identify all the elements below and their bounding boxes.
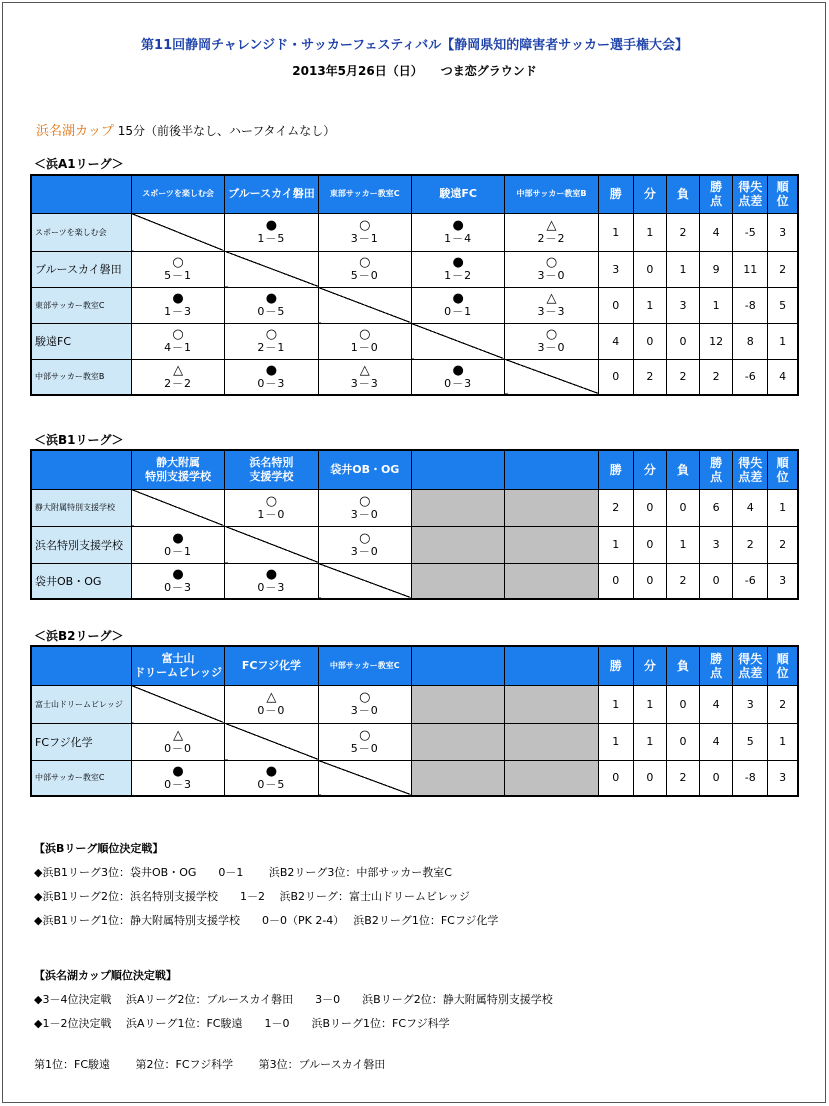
header-row [31, 175, 798, 213]
column-header-stat: 負 [666, 450, 699, 489]
stat-value: 0 [633, 489, 666, 526]
stat-value: 1 [598, 685, 633, 723]
match-result-cell [505, 287, 598, 323]
stat-value: -8 [733, 287, 768, 323]
column-header-stat: 負 [666, 646, 699, 685]
self-match-cell [131, 685, 224, 723]
row-header-team: FCフジ化学 [31, 723, 131, 760]
empty-cell [411, 760, 504, 796]
match-result [505, 219, 597, 245]
match-score: 0－3 [164, 580, 193, 594]
match-result [132, 328, 224, 354]
stat-value: 0 [633, 251, 666, 287]
column-header-team: スポーツを楽しむ会 [131, 175, 224, 213]
column-header-stat: 分 [633, 175, 666, 213]
result-symbol: ○ [172, 255, 184, 270]
stat-value: 3 [768, 563, 798, 599]
row-header-team: スポーツを楽しむ会 [31, 213, 131, 251]
stat-value: 4 [700, 685, 733, 723]
match-result-cell [225, 489, 318, 526]
result-symbol: ● [452, 255, 464, 270]
league-b2-table [30, 645, 799, 797]
result-symbol: ● [172, 566, 184, 582]
cup-playoff-heading: 【浜名湖カップ順位決定戦】 [34, 969, 177, 982]
match-result [412, 364, 504, 390]
match-result-cell [318, 526, 411, 563]
match-result-cell [225, 359, 318, 395]
match-result-cell [411, 251, 504, 287]
self-match-cell [318, 563, 411, 599]
header-row [31, 450, 798, 489]
corner-cell [31, 646, 131, 685]
empty-cell [505, 723, 598, 760]
match-result [319, 219, 411, 245]
table-row [31, 563, 798, 599]
stat-value: 0 [700, 760, 733, 796]
self-match-cell [225, 251, 318, 287]
stat-value: 9 [700, 251, 733, 287]
result-symbol: △ [359, 362, 370, 378]
table-row [31, 287, 798, 323]
table-row [31, 489, 798, 526]
table-row [31, 760, 798, 796]
match-result [225, 328, 317, 354]
self-match-cell [411, 323, 504, 359]
stat-value: 5 [768, 287, 798, 323]
row-header-team: 東部サッカー教室C [31, 287, 131, 323]
cup-line [36, 120, 335, 139]
column-header-stat: 順 位 [768, 450, 798, 489]
b-playoff-line: ◆浜B1リーグ1位：静大附属特別支援学校 0－0（PK 2-4） 浜B2リーグ1位：FCフジ化学 [34, 914, 499, 927]
column-header-stat: 勝 [598, 175, 633, 213]
column-header-stat: 勝 [598, 646, 633, 685]
result-symbol: ○ [172, 327, 184, 342]
match-score: 2－2 [164, 376, 193, 390]
stat-value: 1 [768, 323, 798, 359]
self-match-cell [131, 489, 224, 526]
match-score: 3－0 [537, 341, 566, 354]
match-result-cell [411, 213, 504, 251]
empty-cell [411, 526, 504, 563]
match-result [132, 568, 224, 594]
stat-value: 1 [633, 685, 666, 723]
result-symbol: ● [265, 218, 278, 233]
empty-cell [505, 685, 598, 723]
stat-value: 2 [700, 359, 733, 395]
column-header-stat: 勝 点 [700, 175, 733, 213]
result-symbol: △ [546, 291, 557, 306]
match-result [225, 219, 317, 245]
result-symbol: ○ [359, 255, 371, 270]
match-score: 1－0 [350, 341, 379, 354]
result-symbol: ● [265, 566, 278, 582]
column-header-team [411, 646, 504, 685]
match-score: 0－3 [164, 777, 193, 791]
match-result-cell [131, 323, 224, 359]
row-header-team: 駿遠FC [31, 323, 131, 359]
stat-value: 3 [700, 526, 733, 563]
empty-cell [505, 563, 598, 599]
column-header-stat: 勝 点 [700, 450, 733, 489]
row-header-team: 浜名特別支援学校 [31, 526, 131, 563]
stat-value: 0 [666, 723, 699, 760]
match-result-cell [318, 213, 411, 251]
match-result [412, 219, 504, 245]
stat-value: 1 [666, 251, 699, 287]
table-row [31, 526, 798, 563]
stat-value: 2 [666, 760, 699, 796]
match-result [225, 292, 317, 318]
result-symbol: ● [265, 291, 278, 306]
stat-value: 8 [733, 323, 768, 359]
match-result-cell [318, 489, 411, 526]
match-result [319, 729, 411, 755]
result-symbol: △ [266, 690, 277, 705]
self-match-cell [318, 760, 411, 796]
self-match-cell [225, 526, 318, 563]
column-header-stat: 順 位 [768, 646, 798, 685]
match-result-cell [318, 359, 411, 395]
stat-value: 0 [598, 563, 633, 599]
result-symbol: ● [172, 530, 184, 546]
column-header-team: 駿遠FC [411, 175, 504, 213]
match-result [225, 765, 317, 791]
stat-value: 4 [733, 489, 768, 526]
match-result-cell [318, 723, 411, 760]
stat-value: 4 [700, 723, 733, 760]
empty-cell [505, 489, 598, 526]
column-header-stat: 負 [666, 175, 699, 213]
final-ranking: 第1位：FC駿遠 第2位：FCフジ科学 第3位：ブルースカイ磐田 [34, 1058, 386, 1071]
match-score: 5－1 [164, 269, 193, 282]
match-result-cell [318, 251, 411, 287]
stat-value: 1 [666, 526, 699, 563]
match-result-cell [131, 359, 224, 395]
stat-value: 1 [768, 489, 798, 526]
b-playoff-line: ◆浜B1リーグ3位：袋井OB・OG 0－1 浜B2リーグ3位：中部サッカー教室C [34, 866, 452, 879]
match-result-cell [131, 526, 224, 563]
empty-cell [411, 563, 504, 599]
stat-value: 0 [598, 359, 633, 395]
match-result [319, 328, 411, 354]
table-row [31, 213, 798, 251]
column-header-stat: 分 [633, 450, 666, 489]
column-header-stat: 順 位 [768, 175, 798, 213]
match-result [319, 532, 411, 558]
match-result-cell [318, 323, 411, 359]
stat-value: 6 [700, 489, 733, 526]
stat-value: 1 [633, 723, 666, 760]
match-result [225, 495, 317, 521]
match-score: 5－0 [350, 741, 379, 755]
table-row [31, 723, 798, 760]
column-header-team: 静大附属 特別支援学校 [131, 450, 224, 489]
self-match-cell [225, 723, 318, 760]
row-header-team: ブルースカイ磐田 [31, 251, 131, 287]
column-header-team: 浜名特別 支援学校 [225, 450, 318, 489]
page-title: 第11回静岡チャレンジド・サッカーフェスティバル【静岡県知的障害者サッカー選手権大会】 [141, 38, 688, 53]
b-playoff-heading: 【浜Bリーグ順位決定戦】 [34, 842, 164, 855]
cup-name: 浜名湖カップ [36, 124, 114, 139]
cup-playoff-line: ◆3－4位決定戦 浜Aリーグ2位：ブルースカイ磐田 3－0 浜Bリーグ2位：静大附属特別支援学校 [34, 993, 553, 1006]
match-result [225, 568, 317, 594]
stat-value: 3 [598, 251, 633, 287]
column-header-stat: 分 [633, 646, 666, 685]
stat-value: 2 [768, 685, 798, 723]
match-result [225, 364, 317, 390]
cup-playoff-line: ◆1－2位決定戦 浜Aリーグ1位：FC駿遠 1－0 浜Bリーグ1位：FCフジ科学 [34, 1017, 450, 1030]
stat-value: 3 [733, 685, 768, 723]
column-header-stat: 勝 点 [700, 646, 733, 685]
result-symbol: ● [172, 291, 184, 306]
match-result-cell [225, 563, 318, 599]
stat-value: 0 [700, 563, 733, 599]
column-header-stat: 得失 点差 [733, 450, 768, 489]
stat-value: 2 [666, 359, 699, 395]
match-result [225, 691, 317, 717]
match-result [132, 364, 224, 390]
stat-value: 0 [633, 563, 666, 599]
match-score: 0－5 [257, 305, 286, 318]
result-symbol: ○ [359, 218, 371, 233]
match-result [412, 256, 504, 282]
match-result [319, 495, 411, 521]
match-result [505, 256, 597, 282]
column-header-team: 富士山 ドリームビレッジ [131, 646, 224, 685]
match-score: 3－1 [350, 232, 379, 245]
stat-value: 2 [598, 489, 633, 526]
stat-value: 3 [768, 213, 798, 251]
match-score: 0－3 [444, 376, 473, 390]
match-score: 2－2 [537, 232, 566, 245]
match-result-cell [131, 760, 224, 796]
match-result-cell [225, 685, 318, 723]
stat-value: 1 [598, 723, 633, 760]
result-symbol: ○ [359, 690, 371, 705]
match-score: 3－3 [350, 376, 379, 390]
empty-cell [411, 489, 504, 526]
stat-value: -8 [733, 760, 768, 796]
match-result-cell [318, 685, 411, 723]
league-a1-title: ＜浜A1リーグ＞ [34, 157, 124, 171]
empty-cell [505, 526, 598, 563]
match-score: 0－1 [444, 305, 473, 318]
table-row [31, 359, 798, 395]
stat-value: 3 [768, 760, 798, 796]
match-result [412, 292, 504, 318]
row-header-team: 中部サッカー教室B [31, 359, 131, 395]
match-result [132, 292, 224, 318]
stat-value: 0 [598, 760, 633, 796]
result-symbol: △ [173, 362, 184, 378]
row-header-team: 中部サッカー教室C [31, 760, 131, 796]
column-header-stat: 勝 [598, 450, 633, 489]
league-b2-title: ＜浜B2リーグ＞ [34, 629, 124, 643]
empty-cell [505, 760, 598, 796]
stat-value: 0 [633, 323, 666, 359]
result-symbol: ● [172, 763, 184, 779]
match-result-cell [131, 563, 224, 599]
self-match-cell [505, 359, 598, 395]
match-result-cell [225, 213, 318, 251]
match-result [132, 532, 224, 558]
match-result-cell [505, 213, 598, 251]
match-score: 3－0 [537, 269, 566, 282]
stat-value: 4 [700, 213, 733, 251]
match-result [319, 364, 411, 390]
stat-value: 0 [598, 287, 633, 323]
column-header-team [411, 450, 504, 489]
column-header-team: 中部サッカー教室B [505, 175, 598, 213]
match-score: 1－4 [444, 232, 473, 245]
stat-value: 3 [666, 287, 699, 323]
stat-value: 2 [768, 251, 798, 287]
stat-value: 2 [666, 563, 699, 599]
match-score: 0－3 [257, 376, 286, 390]
result-symbol: ● [265, 362, 278, 378]
stat-value: 2 [633, 359, 666, 395]
stat-value: 2 [733, 526, 768, 563]
match-score: 0－5 [257, 777, 286, 791]
stat-value: -5 [733, 213, 768, 251]
stat-value: 5 [733, 723, 768, 760]
column-header-stat: 得失 点差 [733, 175, 768, 213]
stat-value: 0 [666, 685, 699, 723]
result-symbol: ○ [545, 255, 558, 270]
row-header-team: 袋井OB・OG [31, 563, 131, 599]
column-header-team: ブルースカイ磐田 [225, 175, 318, 213]
table-row [31, 323, 798, 359]
column-header-team [505, 646, 598, 685]
match-score: 0－0 [257, 704, 286, 717]
result-symbol: △ [546, 218, 557, 233]
match-result-cell [225, 287, 318, 323]
stat-value: 1 [700, 287, 733, 323]
match-result [319, 691, 411, 717]
match-result-cell [131, 287, 224, 323]
match-result [505, 328, 597, 354]
match-result-cell [411, 359, 504, 395]
result-symbol: ○ [359, 493, 371, 509]
stat-value: 0 [633, 526, 666, 563]
match-score: 3－0 [350, 507, 379, 521]
match-score: 3－3 [537, 305, 566, 318]
column-header-stat: 得失 点差 [733, 646, 768, 685]
column-header-team: 袋井OB・OG [318, 450, 411, 489]
table-row [31, 251, 798, 287]
self-match-cell [318, 287, 411, 323]
match-result [132, 765, 224, 791]
match-result [132, 256, 224, 282]
league-b1-table [30, 449, 799, 600]
cup-playoff-section [34, 968, 553, 1040]
match-result-cell [225, 323, 318, 359]
stat-value: 1 [768, 723, 798, 760]
match-score: 3－0 [350, 704, 379, 717]
table-row [31, 685, 798, 723]
match-result-cell [131, 723, 224, 760]
stat-value: 0 [666, 323, 699, 359]
result-symbol: ● [452, 362, 464, 378]
stat-value: 2 [666, 213, 699, 251]
result-symbol: ○ [545, 327, 558, 342]
stat-value: 2 [768, 526, 798, 563]
match-result-cell [411, 287, 504, 323]
column-header-team: 中部サッカー教室C [318, 646, 411, 685]
corner-cell [31, 175, 131, 213]
match-score: 4－1 [164, 341, 193, 354]
match-score: 3－0 [350, 544, 379, 558]
match-score: 0－3 [257, 580, 286, 594]
column-header-team [505, 450, 598, 489]
result-symbol: ○ [359, 727, 371, 743]
stat-value: 1 [598, 526, 633, 563]
column-header-team: FCフジ化学 [225, 646, 318, 685]
match-score: 1－3 [164, 305, 193, 318]
result-symbol: ● [265, 763, 278, 779]
result-symbol: ○ [359, 530, 371, 546]
league-b1-title: ＜浜B1リーグ＞ [34, 433, 124, 447]
corner-cell [31, 450, 131, 489]
column-header-team: 東部サッカー教室C [318, 175, 411, 213]
empty-cell [411, 723, 504, 760]
result-symbol: ○ [265, 493, 278, 509]
row-header-team: 富士山ドリームビレッジ [31, 685, 131, 723]
stat-value: 1 [633, 213, 666, 251]
stat-value: 4 [598, 323, 633, 359]
stat-value: -6 [733, 563, 768, 599]
cup-rule: 15分（前後半なし、ハーフタイムなし） [117, 124, 336, 138]
stat-value: 1 [633, 287, 666, 323]
match-score: 1－0 [257, 507, 286, 521]
result-symbol: ○ [265, 327, 278, 342]
b-playoff-line: ◆浜B1リーグ2位：浜名特別支援学校 1－2 浜B2リーグ：富士山ドリームビレッジ [34, 890, 470, 903]
match-score: 5－0 [350, 269, 379, 282]
result-symbol: ● [452, 218, 464, 233]
match-result [319, 256, 411, 282]
league-a1-table [30, 174, 799, 396]
match-score: 0－1 [164, 544, 193, 558]
match-result-cell [505, 251, 598, 287]
row-header-team: 静大附属特別支援学校 [31, 489, 131, 526]
event-date-venue: 2013年5月26日（日） つま恋グラウンド [292, 64, 537, 78]
result-symbol: △ [173, 727, 184, 743]
result-symbol: ● [452, 291, 464, 306]
b-playoff-section [34, 841, 498, 937]
stat-value: 0 [633, 760, 666, 796]
stat-value: 1 [598, 213, 633, 251]
result-symbol: ○ [359, 327, 371, 342]
match-score: 2－1 [257, 341, 286, 354]
stat-value: -6 [733, 359, 768, 395]
stat-value: 4 [768, 359, 798, 395]
match-result-cell [131, 251, 224, 287]
match-score: 1－2 [444, 269, 473, 282]
match-score: 0－0 [164, 741, 193, 755]
match-result [505, 292, 597, 318]
match-result-cell [225, 760, 318, 796]
header-row [31, 646, 798, 685]
match-score: 1－5 [257, 232, 286, 245]
empty-cell [411, 685, 504, 723]
match-result [132, 729, 224, 755]
match-result-cell [505, 323, 598, 359]
stat-value: 11 [733, 251, 768, 287]
stat-value: 0 [666, 489, 699, 526]
stat-value: 12 [700, 323, 733, 359]
self-match-cell [131, 213, 224, 251]
